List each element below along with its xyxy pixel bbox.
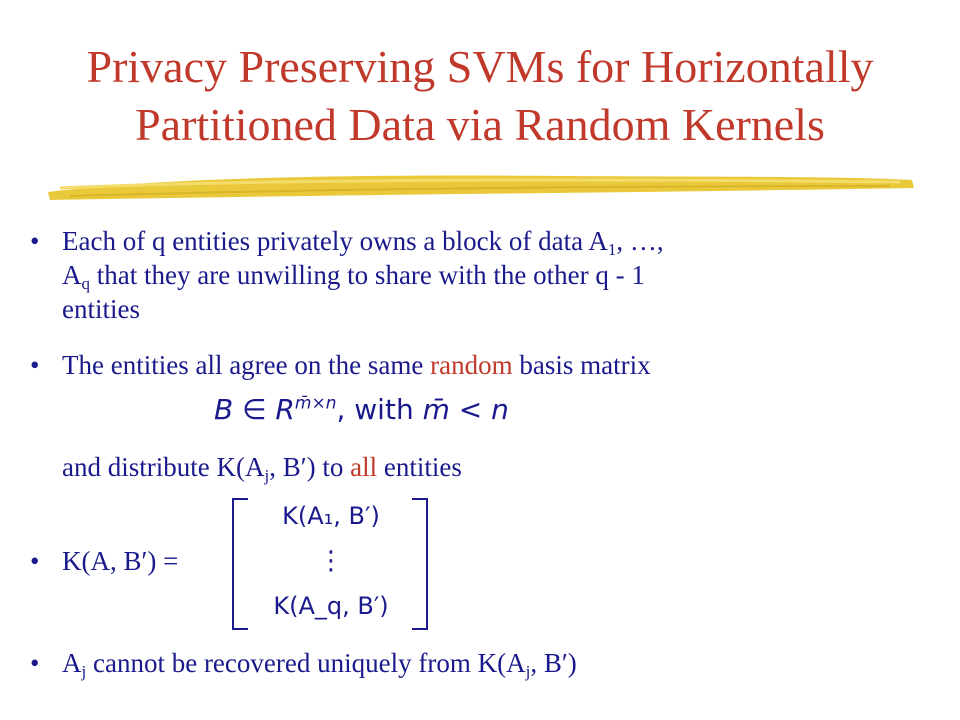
bullet-dot: • bbox=[30, 546, 40, 576]
bullet-kernel-matrix: • K(A, B′) = bbox=[30, 546, 179, 576]
matrix-right-bracket bbox=[412, 498, 428, 630]
title-line-2: Partitioned Data via Random Kernels bbox=[135, 99, 825, 150]
bullet-1-line2: $A_q$ that they are unwilling to share with the other q - 1 bbox=[62, 260, 645, 293]
slide-title bbox=[0, 38, 960, 154]
bullet-dot: • bbox=[30, 350, 40, 380]
bullet-not-recoverable: • $A_j$ cannot be recovered uniquely from $K(A_j$, B′) bbox=[30, 648, 577, 681]
bullet-dot: • bbox=[30, 648, 40, 678]
matrix-row-1: K(A₁, B′) bbox=[282, 502, 380, 530]
title-underline-brushstroke bbox=[40, 168, 920, 208]
bullet-1-sub: 1 bbox=[607, 240, 617, 259]
bullet-entities bbox=[30, 224, 664, 258]
bullet-1-line3: entities bbox=[62, 294, 140, 324]
highlight-all: all bbox=[350, 452, 378, 482]
bullet-1-text: Each of q entities privately owns a block of data A bbox=[62, 226, 608, 256]
matrix-row-2: K(A_q, B′) bbox=[273, 592, 389, 620]
title-line-1: Privacy Preserving SVMs for Horizontally bbox=[86, 41, 874, 92]
highlight-random: random bbox=[430, 350, 513, 380]
matrix-vdots: ⋮ bbox=[318, 546, 344, 576]
bullet-1-ellipsis: , …, bbox=[616, 226, 664, 256]
bullet-random-basis: • The entities all agree on the same random basis matrix bbox=[30, 350, 651, 380]
matrix-left-bracket bbox=[232, 498, 248, 630]
bullet-2-continuation: and distribute $K(A_j$, B′) to all entities bbox=[62, 452, 462, 485]
basis-matrix-formula: B ∈ $R^{m̄\times n}$, with m̄ < n bbox=[214, 393, 509, 426]
bullet-dot: • bbox=[30, 226, 40, 256]
